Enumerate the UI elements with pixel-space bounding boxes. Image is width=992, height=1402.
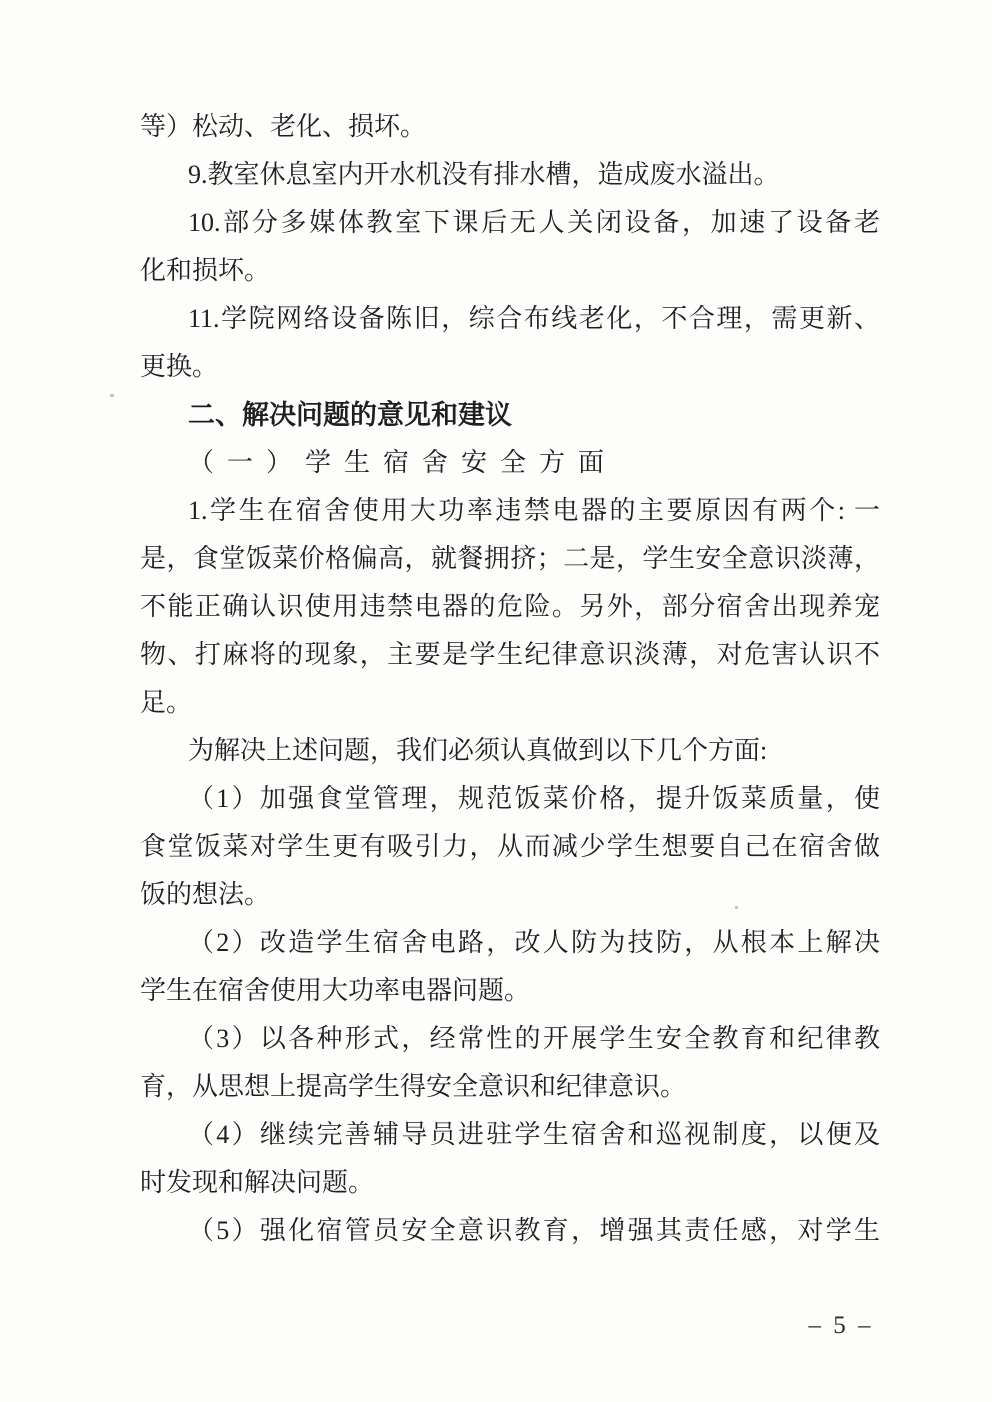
document-body [140, 103, 880, 1255]
scan-speck [110, 394, 114, 397]
body-line: （1）加强食堂管理，规范饭菜价格，提升饭菜质量，使 [188, 784, 880, 813]
body-line: 食堂饭菜对学生更有吸引力，从而减少学生想要自己在宿舍做 [140, 832, 880, 861]
body-line: 足。 [140, 688, 193, 717]
body-line: 化和损坏。 [140, 256, 271, 285]
body-line: 为解决上述问题，我们必须认真做到以下几个方面: [188, 736, 768, 765]
body-line: 是，食堂饭菜价格偏高，就餐拥挤；二是，学生安全意识淡薄， [140, 544, 880, 573]
body-line: 育，从思想上提高学生得安全意识和纪律意识。 [140, 1072, 687, 1101]
body-line: （4）继续完善辅导员进驻学生宿舍和巡视制度，以便及 [188, 1120, 880, 1149]
scan-speck [735, 906, 738, 909]
body-line: 物、打麻将的现象，主要是学生纪律意识淡薄，对危害认识不 [140, 640, 880, 669]
body-line: 等）松动、老化、损坏。 [140, 112, 427, 141]
body-line: 10.部分多媒体教室下课后无人关闭设备，加速了设备老 [188, 208, 880, 237]
body-line: （2）改造学生宿舍电路，改人防为技防，从根本上解决 [188, 928, 880, 957]
body-line: 饭的想法。 [140, 880, 271, 909]
page-number: – 5 – [808, 1312, 874, 1339]
body-line: 11.学院网络设备陈旧，综合布线老化，不合理，需更新、 [188, 304, 880, 333]
body-line: （3）以各种形式，经常性的开展学生安全教育和纪律教 [188, 1024, 880, 1053]
body-line: 学生在宿舍使用大功率电器问题。 [140, 976, 531, 1005]
body-line: 1.学生在宿舍使用大功率违禁电器的主要原因有两个: 一 [188, 496, 880, 525]
body-line: 不能正确认识使用违禁电器的危险。另外，部分宿舍出现养宠 [140, 592, 880, 621]
subsection-heading: （一）学生宿舍安全方面 [188, 448, 618, 477]
body-line: （5）强化宿管员安全意识教育，增强其责任感，对学生 [188, 1216, 880, 1245]
section-heading: 二、解决问题的意见和建议 [188, 400, 512, 430]
body-line: 更换。 [140, 352, 219, 381]
body-line: 时发现和解决问题。 [140, 1168, 375, 1197]
body-line: 9.教室休息室内开水机没有排水槽，造成废水溢出。 [188, 160, 780, 189]
